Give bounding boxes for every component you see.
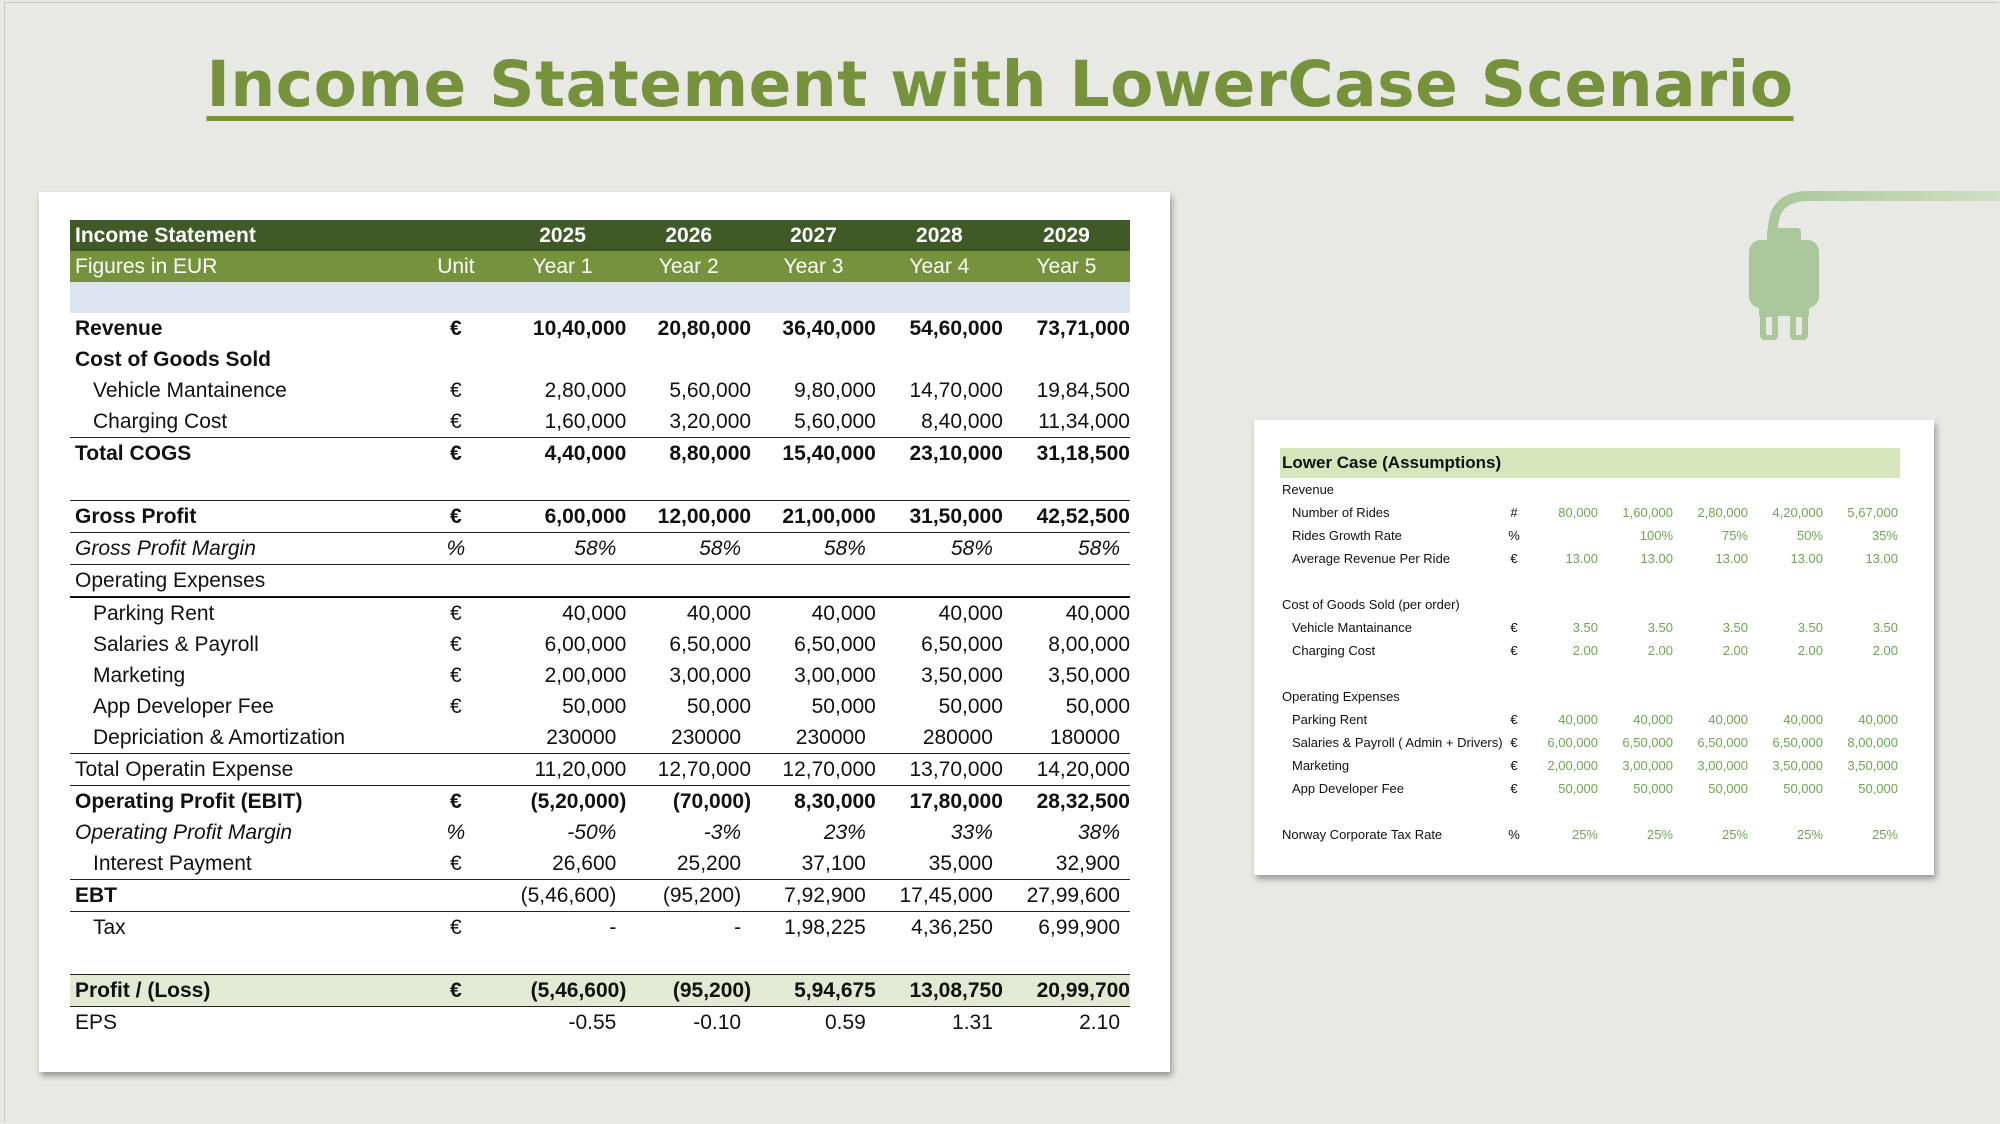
cell-value: 7,92,900	[751, 880, 876, 912]
cell-value: 0.59	[824, 1011, 866, 1034]
cell-value: 6,00,000	[544, 633, 627, 656]
cell-value: 1,98,225	[751, 912, 876, 944]
cell-value: 5,94,675	[751, 975, 876, 1007]
row-unit	[413, 1007, 499, 1039]
assump-value: 50,000	[1708, 781, 1748, 796]
assump-value: 25%	[1796, 827, 1823, 842]
assump-value: 4,20,000	[1772, 505, 1823, 520]
assump-value: 50,000	[1558, 781, 1598, 796]
row-label: Operating Profit Margin	[75, 821, 293, 844]
assump-parking	[1280, 708, 1900, 731]
year-header: 2025	[499, 220, 627, 251]
row-label: Operating Profit (EBIT)	[70, 786, 413, 818]
cell-value: -50%	[567, 821, 617, 844]
cell-value: 230000	[671, 726, 742, 749]
row-unit: €	[450, 602, 462, 625]
assump-app-fee	[1280, 777, 1900, 800]
assump-unit: €	[1510, 735, 1518, 750]
cell-value: 230000	[795, 726, 866, 749]
assump-value: 50,000	[1858, 781, 1898, 796]
assump-label: App Developer Fee	[1292, 781, 1405, 796]
cell-value: 17,80,000	[876, 786, 1003, 818]
assump-value	[1525, 524, 1600, 547]
cell-value: 12,00,000	[626, 501, 751, 533]
row-gross-profit	[70, 501, 1130, 533]
row-label: Salaries & Payroll	[93, 633, 259, 656]
cell-value: 26,600	[552, 852, 617, 875]
assump-tax	[1280, 823, 1900, 846]
cell-value: 9,80,000	[794, 379, 876, 402]
assump-value: 1,60,000	[1622, 505, 1673, 520]
assumptions-table	[1280, 448, 1900, 846]
cell-value: 13,08,750	[876, 975, 1003, 1007]
row-unit: €	[450, 317, 462, 340]
assumptions-card	[1254, 420, 1934, 875]
cell-value: 6,00,000	[499, 501, 627, 533]
cell-value: 17,45,000	[876, 880, 1003, 912]
assump-value: 3.50	[1797, 620, 1823, 635]
assump-value: 3,50,000	[1847, 758, 1898, 773]
cell-value: 37,100	[801, 852, 866, 875]
cell-value: 6,99,900	[1003, 912, 1130, 944]
row-charging	[70, 406, 1130, 438]
row-cogs-heading: Cost of Goods Sold	[75, 348, 271, 371]
assumptions-header: Lower Case (Assumptions)	[1280, 448, 1900, 478]
cell-value: 3,50,000	[1048, 664, 1130, 687]
row-unit	[413, 880, 499, 912]
row-unit: €	[413, 975, 499, 1007]
cell-value: 1.31	[952, 1011, 993, 1034]
cell-value: 3,20,000	[669, 410, 752, 433]
cell-value: 50,000	[811, 695, 876, 718]
row-label: Depriciation & Amortization	[93, 726, 346, 749]
row-label: Charging Cost	[93, 410, 228, 433]
assump-value: 13.00	[1565, 551, 1598, 566]
cell-value: 40,000	[562, 602, 627, 625]
cell-value: 58%	[751, 533, 876, 565]
cell-value: (5,20,000)	[499, 786, 627, 818]
cell-value: 12,70,000	[751, 754, 876, 786]
row-unit: €	[450, 852, 462, 875]
cell-value: (5,46,600)	[499, 880, 627, 912]
cell-value: 1,60,000	[544, 410, 627, 433]
assump-value: 80,000	[1558, 505, 1598, 520]
assump-unit: €	[1510, 758, 1518, 773]
assump-value: 6,50,000	[1697, 735, 1748, 750]
cell-value: 23,10,000	[876, 438, 1003, 470]
assump-value: 2.00	[1797, 643, 1823, 658]
cell-value: 58%	[1003, 533, 1130, 565]
row-op-margin	[70, 817, 1130, 848]
cell-value: 58%	[626, 533, 751, 565]
cell-value: 32,900	[1055, 852, 1120, 875]
assump-rides	[1280, 501, 1900, 524]
assump-value: 13.00	[1865, 551, 1898, 566]
assump-charging	[1280, 639, 1900, 662]
assump-unit: €	[1510, 643, 1518, 658]
cell-value: 230000	[546, 726, 617, 749]
row-label: Vehicle Mantainence	[93, 379, 287, 402]
assump-value: 25%	[1721, 827, 1748, 842]
assump-label: Average Revenue Per Ride	[1292, 551, 1451, 566]
row-unit	[413, 722, 499, 754]
assump-label: Norway Corporate Tax Rate	[1282, 827, 1443, 842]
assump-value: 75%	[1721, 528, 1748, 543]
cell-value: 11,20,000	[499, 754, 627, 786]
row-ebt	[70, 880, 1130, 912]
assump-label: Vehicle Mantainance	[1292, 620, 1412, 635]
cell-value: 23%	[823, 821, 866, 844]
assump-value: 35%	[1871, 528, 1898, 543]
cell-value: (70,000)	[626, 786, 751, 818]
cell-value: 10,40,000	[532, 317, 627, 340]
cell-value: 27,99,600	[1003, 880, 1130, 912]
cell-value: 14,20,000	[1003, 754, 1130, 786]
cell-value: 180000	[1049, 726, 1120, 749]
assump-unit: €	[1510, 712, 1518, 727]
cell-value: 35,000	[928, 852, 993, 875]
assump-value: 5,67,000	[1847, 505, 1898, 520]
assump-unit: €	[1510, 781, 1518, 796]
assump-value: 6,50,000	[1622, 735, 1673, 750]
cell-value: 33%	[950, 821, 993, 844]
cell-value: -	[626, 912, 751, 944]
row-unit: %	[413, 533, 499, 565]
cell-value: 3,50,000	[921, 664, 1003, 687]
cell-value: 8,00,000	[1048, 633, 1130, 656]
row-unit: €	[413, 786, 499, 818]
period-header: Year 3	[751, 251, 876, 282]
assump-value: 40,000	[1558, 712, 1598, 727]
cell-value: 4,36,250	[876, 912, 1003, 944]
assump-revenue-heading: Revenue	[1282, 482, 1335, 497]
row-label: Revenue	[75, 317, 163, 340]
row-label: Parking Rent	[93, 602, 215, 625]
cell-value: 20,80,000	[657, 317, 752, 340]
assump-value: 3.50	[1572, 620, 1598, 635]
assump-unit: €	[1510, 551, 1518, 566]
row-unit: €	[413, 438, 499, 470]
cell-value: 6,50,000	[921, 633, 1003, 656]
cell-value: -0.55	[568, 1011, 617, 1034]
row-label: Gross Profit Margin	[70, 533, 413, 565]
assump-value: 8,00,000	[1847, 735, 1898, 750]
assump-value: 3,00,000	[1697, 758, 1748, 773]
row-revenue	[70, 313, 1130, 344]
row-marketing	[70, 660, 1130, 691]
cell-value: 31,18,500	[1003, 438, 1130, 470]
row-label: Gross Profit	[70, 501, 413, 533]
cell-value: 4,40,000	[499, 438, 627, 470]
cell-value: 40,000	[811, 602, 876, 625]
cell-value: 25,200	[676, 852, 742, 875]
row-parking	[70, 597, 1130, 629]
cell-value: 2,00,000	[544, 664, 627, 687]
assump-value: 50%	[1796, 528, 1823, 543]
assump-value: 2.00	[1647, 643, 1673, 658]
row-ebit	[70, 786, 1130, 818]
cell-value: 21,00,000	[751, 501, 876, 533]
cell-value: (5,46,600)	[499, 975, 627, 1007]
cell-value: 50,000	[938, 695, 1003, 718]
cell-value: 20,99,700	[1003, 975, 1130, 1007]
cell-value: 3,00,000	[669, 664, 752, 687]
cell-value: 19,84,500	[1036, 379, 1130, 402]
assump-label: Number of Rides	[1292, 505, 1390, 520]
assump-value: 2,80,000	[1697, 505, 1748, 520]
cell-value: -0.10	[693, 1011, 742, 1034]
row-label: Total COGS	[70, 438, 413, 470]
page-title: Income Statement with LowerCase Scenario	[206, 48, 1794, 121]
assump-value: 25%	[1646, 827, 1673, 842]
assump-value: 25%	[1871, 827, 1898, 842]
row-unit: %	[446, 821, 466, 844]
period-header: Year 5	[1003, 251, 1130, 282]
cell-value: 12,70,000	[626, 754, 751, 786]
assump-unit: %	[1508, 528, 1520, 543]
assump-value: 40,000	[1783, 712, 1823, 727]
assump-growth	[1280, 524, 1900, 547]
income-statement-card	[39, 192, 1170, 1072]
assump-value: 40,000	[1708, 712, 1748, 727]
cell-value: 6,50,000	[669, 633, 752, 656]
row-eps	[70, 1007, 1130, 1039]
assump-value: 2.00	[1722, 643, 1748, 658]
assump-label: Parking Rent	[1292, 712, 1368, 727]
row-interest	[70, 848, 1130, 880]
cell-value: 73,71,000	[1036, 317, 1130, 340]
assump-unit: #	[1510, 505, 1518, 520]
row-unit: €	[413, 912, 499, 944]
row-unit: €	[450, 410, 462, 433]
assump-value: 13.00	[1640, 551, 1673, 566]
cell-value: 50,000	[686, 695, 752, 718]
row-tax	[70, 912, 1130, 944]
assump-opex-heading: Operating Expenses	[1282, 689, 1400, 704]
header-row-periods	[70, 251, 1130, 282]
period-header: Year 2	[626, 251, 751, 282]
cell-value: 15,40,000	[751, 438, 876, 470]
year-header: 2026	[626, 220, 751, 251]
cell-value: 5,60,000	[794, 410, 876, 433]
cell-value: 31,50,000	[876, 501, 1003, 533]
cell-value: 50,000	[562, 695, 627, 718]
year-header: 2029	[1003, 220, 1130, 251]
cell-value: 28,32,500	[1003, 786, 1130, 818]
period-header: Year 4	[876, 251, 1003, 282]
year-header: 2027	[751, 220, 876, 251]
cell-value: 54,60,000	[909, 317, 1003, 340]
row-profit	[70, 975, 1130, 1007]
assump-value: 50,000	[1633, 781, 1673, 796]
assump-label: Marketing	[1292, 758, 1350, 773]
row-salaries	[70, 629, 1130, 660]
header-row-years	[70, 220, 1130, 251]
row-unit	[413, 754, 499, 786]
row-label: EPS	[75, 1011, 118, 1034]
assump-avg-rev	[1280, 547, 1900, 570]
income-statement-table	[70, 220, 1130, 1038]
cell-value: 2.10	[1079, 1011, 1120, 1034]
cell-value: 42,52,500	[1003, 501, 1130, 533]
assump-value: 3.50	[1872, 620, 1898, 635]
assump-label: Salaries & Payroll ( Admin + Drivers)	[1292, 735, 1503, 750]
row-unit: €	[413, 501, 499, 533]
cell-value: 50,000	[1065, 695, 1130, 718]
row-opex-heading: Operating Expenses	[70, 565, 1130, 598]
cell-value: 6,50,000	[794, 633, 876, 656]
cell-value: 58%	[499, 533, 627, 565]
cell-value: 40,000	[686, 602, 752, 625]
assump-value: 2,00,000	[1547, 758, 1598, 773]
cell-value: 40,000	[1065, 602, 1130, 625]
assump-value: 50,000	[1783, 781, 1823, 796]
assump-unit: %	[1508, 827, 1520, 842]
assump-salaries	[1280, 731, 1900, 754]
assump-value: 40,000	[1633, 712, 1673, 727]
assump-label: Charging Cost	[1292, 643, 1376, 658]
row-gross-margin	[70, 533, 1130, 565]
cell-value: 2,80,000	[544, 379, 627, 402]
row-vehicle	[70, 375, 1130, 406]
cell-value: 38%	[1077, 821, 1120, 844]
assump-unit: €	[1510, 620, 1518, 635]
row-label: EBT	[70, 880, 413, 912]
assump-vehicle	[1280, 616, 1900, 639]
assump-cogs-heading: Cost of Goods Sold (per order)	[1282, 597, 1460, 612]
row-label: App Developer Fee	[93, 695, 274, 718]
table-title: Income Statement	[70, 220, 413, 251]
cell-value: 36,40,000	[782, 317, 876, 340]
row-total-cogs	[70, 438, 1130, 470]
ev-plug-icon	[1735, 190, 2000, 340]
assump-value: 13.00	[1715, 551, 1748, 566]
unit-header: Unit	[413, 251, 499, 282]
year-header: 2028	[876, 220, 1003, 251]
assump-value: 2.00	[1572, 643, 1598, 658]
cell-value: 5,60,000	[669, 379, 752, 402]
row-unit: €	[450, 633, 462, 656]
cell-value: 40,000	[938, 602, 1003, 625]
row-label: Total Operatin Expense	[70, 754, 413, 786]
period-header: Year 1	[499, 251, 627, 282]
assump-value: 2.00	[1872, 643, 1898, 658]
cell-value: (95,200)	[626, 880, 751, 912]
row-total-opex	[70, 754, 1130, 786]
row-unit: €	[450, 379, 462, 402]
cell-value: -	[499, 912, 627, 944]
assump-value: 3,50,000	[1772, 758, 1823, 773]
cell-value: 58%	[876, 533, 1003, 565]
row-label: Tax	[70, 912, 413, 944]
cell-value: 280000	[922, 726, 993, 749]
row-label: Marketing	[93, 664, 186, 687]
cell-value: 3,00,000	[794, 664, 876, 687]
row-unit: €	[450, 664, 462, 687]
assump-value: 6,50,000	[1772, 735, 1823, 750]
figures-label: Figures in EUR	[70, 251, 413, 282]
cell-value: 8,30,000	[751, 786, 876, 818]
cell-value: -3%	[703, 821, 742, 844]
row-app-fee	[70, 691, 1130, 722]
assump-value: 6,00,000	[1547, 735, 1598, 750]
cell-value: 8,80,000	[626, 438, 751, 470]
assump-value: 40,000	[1858, 712, 1898, 727]
cell-value: 14,70,000	[909, 379, 1003, 402]
row-unit: €	[450, 695, 462, 718]
cell-value: 11,34,000	[1038, 410, 1130, 433]
cell-value: 13,70,000	[876, 754, 1003, 786]
assump-value: 100%	[1639, 528, 1673, 543]
assump-value: 3.50	[1722, 620, 1748, 635]
cell-value: (95,200)	[626, 975, 751, 1007]
assump-value: 13.00	[1790, 551, 1823, 566]
assump-value: 3,00,000	[1622, 758, 1673, 773]
spacer-band	[70, 282, 1130, 313]
row-label: Interest Payment	[93, 852, 252, 875]
row-depreciation	[70, 722, 1130, 754]
assump-label: Rides Growth Rate	[1292, 528, 1402, 543]
row-label: Profit / (Loss)	[70, 975, 413, 1007]
cell-value: 8,40,000	[921, 410, 1003, 433]
assump-value: 3.50	[1647, 620, 1673, 635]
assump-value: 25%	[1571, 827, 1598, 842]
assump-marketing	[1280, 754, 1900, 777]
